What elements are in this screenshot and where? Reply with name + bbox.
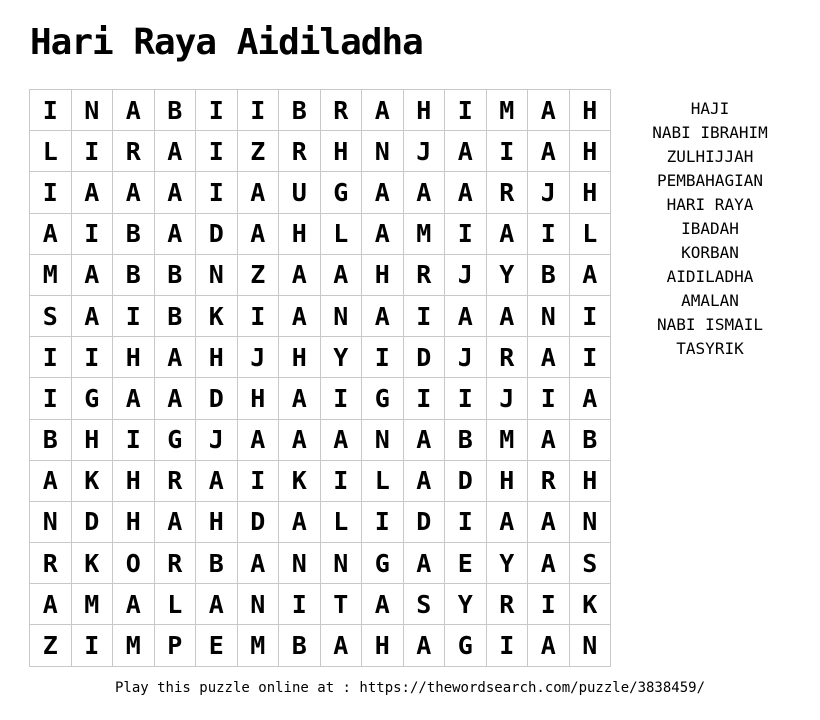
grid-cell[interactable]: D (71, 501, 113, 542)
grid-cell[interactable]: A (362, 90, 404, 131)
grid-cell[interactable]: A (154, 213, 196, 254)
grid-cell[interactable]: A (362, 295, 404, 336)
grid-cell[interactable]: R (113, 131, 155, 172)
grid-row (30, 295, 611, 336)
grid-cell[interactable]: A (71, 295, 113, 336)
grid-cell[interactable]: L (320, 501, 362, 542)
grid-cell[interactable]: A (362, 213, 404, 254)
grid-cell[interactable]: H (320, 131, 362, 172)
grid-cell[interactable]: J (445, 337, 487, 378)
grid-cell[interactable]: I (445, 90, 487, 131)
grid-cell[interactable]: H (279, 213, 321, 254)
grid-cell[interactable]: H (279, 337, 321, 378)
grid-cell[interactable]: L (569, 213, 611, 254)
grid-cell[interactable]: J (445, 254, 487, 295)
grid-cell[interactable]: Z (237, 254, 279, 295)
grid-cell[interactable]: R (486, 584, 528, 625)
grid-cell[interactable]: Y (320, 337, 362, 378)
grid-cell[interactable]: N (196, 254, 238, 295)
grid-cell[interactable]: H (196, 337, 238, 378)
grid-cell[interactable]: B (445, 419, 487, 460)
grid-cell[interactable]: J (196, 419, 238, 460)
grid-cell[interactable]: G (71, 378, 113, 419)
grid-row (30, 131, 611, 172)
word-list-item: NABI IBRAHIM (652, 123, 768, 142)
grid-cell[interactable]: A (486, 295, 528, 336)
grid-cell[interactable]: A (445, 131, 487, 172)
grid-cell[interactable]: B (279, 90, 321, 131)
grid-cell[interactable]: B (113, 254, 155, 295)
grid-cell[interactable]: A (279, 419, 321, 460)
grid-cell[interactable]: D (445, 460, 487, 501)
grid-cell[interactable]: H (196, 501, 238, 542)
grid-cell[interactable]: R (30, 543, 72, 584)
grid-cell[interactable]: A (320, 254, 362, 295)
grid-cell[interactable]: H (569, 131, 611, 172)
grid-cell[interactable]: H (362, 254, 404, 295)
grid-cell[interactable]: G (362, 378, 404, 419)
grid-cell[interactable]: A (528, 337, 570, 378)
grid-cell[interactable]: A (113, 584, 155, 625)
grid-cell[interactable]: L (30, 131, 72, 172)
grid-cell[interactable]: N (569, 625, 611, 666)
grid-row (30, 625, 611, 666)
grid-cell[interactable]: A (154, 501, 196, 542)
grid-cell[interactable]: B (113, 213, 155, 254)
grid-cell[interactable]: B (196, 543, 238, 584)
grid-cell[interactable]: T (320, 584, 362, 625)
grid-cell[interactable]: A (71, 254, 113, 295)
grid-cell[interactable]: A (237, 213, 279, 254)
grid-cell[interactable]: A (445, 172, 487, 213)
grid-cell[interactable]: A (30, 584, 72, 625)
grid-cell[interactable]: A (279, 295, 321, 336)
grid-cell[interactable]: R (154, 543, 196, 584)
grid-cell[interactable]: I (279, 584, 321, 625)
grid-cell[interactable]: I (196, 90, 238, 131)
word-list-item: AMALAN (681, 291, 739, 310)
grid-cell[interactable]: B (569, 419, 611, 460)
grid-cell[interactable]: A (528, 625, 570, 666)
grid-cell[interactable]: I (320, 378, 362, 419)
grid-cell[interactable]: Z (30, 625, 72, 666)
grid-cell[interactable]: Y (486, 254, 528, 295)
grid-cell[interactable]: B (528, 254, 570, 295)
grid-cell[interactable]: A (113, 378, 155, 419)
grid-cell[interactable]: H (569, 172, 611, 213)
grid-cell[interactable]: R (279, 131, 321, 172)
grid-cell[interactable]: K (279, 460, 321, 501)
grid-cell[interactable]: I (403, 378, 445, 419)
grid-cell[interactable]: I (237, 295, 279, 336)
grid-cell[interactable]: N (362, 131, 404, 172)
grid-row (30, 584, 611, 625)
grid-cell[interactable]: H (237, 378, 279, 419)
grid-cell[interactable]: M (113, 625, 155, 666)
grid-cell[interactable]: I (445, 378, 487, 419)
grid-cell[interactable]: R (403, 254, 445, 295)
grid-cell[interactable]: H (113, 337, 155, 378)
grid-cell[interactable]: A (403, 419, 445, 460)
grid-cell[interactable]: A (445, 295, 487, 336)
grid-cell[interactable]: A (237, 172, 279, 213)
grid-cell[interactable]: I (71, 213, 113, 254)
grid-cell[interactable]: I (403, 295, 445, 336)
grid-cell[interactable]: A (113, 90, 155, 131)
grid-cell[interactable]: G (154, 419, 196, 460)
grid-cell[interactable]: A (154, 172, 196, 213)
grid-cell[interactable]: J (403, 131, 445, 172)
grid-cell[interactable]: A (320, 419, 362, 460)
grid-cell[interactable]: P (154, 625, 196, 666)
grid-cell[interactable]: H (113, 460, 155, 501)
grid-cell[interactable]: A (30, 213, 72, 254)
grid-cell[interactable]: A (569, 378, 611, 419)
grid-cell[interactable]: A (154, 131, 196, 172)
grid-cell[interactable]: M (486, 90, 528, 131)
grid-cell[interactable]: M (403, 213, 445, 254)
grid-cell[interactable]: H (71, 419, 113, 460)
grid-cell[interactable]: J (237, 337, 279, 378)
grid-cell[interactable]: K (196, 295, 238, 336)
grid-cell[interactable]: I (113, 295, 155, 336)
grid-cell[interactable]: S (403, 584, 445, 625)
grid-cell[interactable]: I (71, 337, 113, 378)
grid-cell[interactable]: I (71, 625, 113, 666)
grid-cell[interactable]: Z (237, 131, 279, 172)
grid-cell[interactable]: Y (486, 543, 528, 584)
grid-cell[interactable]: K (71, 460, 113, 501)
grid-cell[interactable]: I (237, 460, 279, 501)
grid-cell[interactable]: A (528, 419, 570, 460)
grid-row (30, 419, 611, 460)
grid-cell[interactable]: R (528, 460, 570, 501)
grid-cell[interactable]: I (30, 378, 72, 419)
grid-cell[interactable]: A (320, 625, 362, 666)
word-list (630, 97, 790, 361)
grid-cell[interactable]: B (30, 419, 72, 460)
grid-cell[interactable]: O (113, 543, 155, 584)
grid-cell[interactable]: A (403, 460, 445, 501)
grid-cell[interactable]: I (237, 90, 279, 131)
grid-cell[interactable]: A (154, 337, 196, 378)
grid-cell[interactable]: R (486, 337, 528, 378)
word-list-item: IBADAH (681, 219, 739, 238)
grid-cell[interactable]: S (30, 295, 72, 336)
grid-cell[interactable]: A (30, 460, 72, 501)
grid-cell[interactable]: I (113, 419, 155, 460)
grid-cell[interactable]: R (320, 90, 362, 131)
grid-cell[interactable]: N (528, 295, 570, 336)
grid-cell[interactable]: L (154, 584, 196, 625)
grid-cell[interactable]: I (569, 337, 611, 378)
grid-cell[interactable]: I (30, 337, 72, 378)
grid-cell[interactable]: A (403, 625, 445, 666)
grid-cell[interactable]: H (403, 90, 445, 131)
grid-row (30, 378, 611, 419)
grid-cell[interactable]: N (362, 419, 404, 460)
grid-cell[interactable]: I (30, 90, 72, 131)
grid-cell[interactable]: B (154, 254, 196, 295)
grid-cell[interactable]: I (320, 460, 362, 501)
grid-cell[interactable]: H (569, 90, 611, 131)
grid-cell[interactable]: M (486, 419, 528, 460)
grid-cell[interactable]: D (403, 337, 445, 378)
grid-cell[interactable]: A (362, 584, 404, 625)
word-list-item: HAJI (690, 99, 730, 118)
grid-cell[interactable]: N (569, 501, 611, 542)
grid-cell[interactable]: G (362, 543, 404, 584)
grid-cell[interactable]: I (71, 131, 113, 172)
grid-cell[interactable]: M (30, 254, 72, 295)
grid-cell[interactable]: A (279, 378, 321, 419)
grid-cell[interactable]: N (320, 295, 362, 336)
grid-row (30, 337, 611, 378)
grid-cell[interactable]: J (486, 378, 528, 419)
grid-cell[interactable]: K (71, 543, 113, 584)
grid-cell[interactable]: M (237, 625, 279, 666)
grid-cell[interactable]: B (279, 625, 321, 666)
grid-cell[interactable]: A (237, 543, 279, 584)
grid-cell[interactable]: A (154, 378, 196, 419)
grid-cell[interactable]: J (528, 172, 570, 213)
grid-cell[interactable]: U (279, 172, 321, 213)
grid-cell[interactable]: I (362, 337, 404, 378)
grid-cell[interactable]: N (237, 584, 279, 625)
word-list-item: AIDILADHA (666, 267, 754, 286)
grid-cell[interactable]: Y (445, 584, 487, 625)
grid-cell[interactable]: N (30, 501, 72, 542)
grid-row (30, 460, 611, 501)
grid-cell[interactable]: I (30, 172, 72, 213)
word-list-item: TASYRIK (676, 339, 744, 358)
grid-cell[interactable]: G (445, 625, 487, 666)
grid-cell[interactable]: A (403, 172, 445, 213)
footer-link-text: Play this puzzle online at : https://thewordsearch.com/puzzle/3838459/ (114, 680, 705, 696)
grid-cell[interactable]: R (486, 172, 528, 213)
grid-cell[interactable]: G (320, 172, 362, 213)
word-search-grid[interactable] (29, 89, 611, 667)
grid-cell[interactable]: L (362, 460, 404, 501)
grid-cell[interactable]: D (196, 378, 238, 419)
grid-cell[interactable]: I (486, 625, 528, 666)
grid-cell[interactable]: E (445, 543, 487, 584)
word-list-item: NABI ISMAIL (657, 315, 763, 334)
grid-cell[interactable]: A (528, 501, 570, 542)
grid-cell[interactable]: I (486, 131, 528, 172)
grid-row (30, 501, 611, 542)
grid-cell[interactable]: N (279, 543, 321, 584)
grid-cell[interactable]: A (196, 460, 238, 501)
grid-cell[interactable]: A (362, 172, 404, 213)
grid-cell[interactable]: L (320, 213, 362, 254)
grid-cell[interactable]: A (403, 543, 445, 584)
page-title: Hari Raya Aidiladha (30, 22, 423, 63)
grid-cell[interactable]: A (196, 584, 238, 625)
grid-cell[interactable]: A (486, 213, 528, 254)
grid-cell[interactable]: A (113, 172, 155, 213)
word-list-item: KORBAN (681, 243, 739, 262)
grid-cell[interactable]: H (569, 460, 611, 501)
grid-cell[interactable]: I (528, 584, 570, 625)
grid-row (30, 213, 611, 254)
grid-cell[interactable]: I (196, 131, 238, 172)
grid-cell[interactable]: I (196, 172, 238, 213)
grid-cell[interactable]: D (237, 501, 279, 542)
grid-cell[interactable]: I (528, 378, 570, 419)
grid-cell[interactable]: B (154, 295, 196, 336)
grid-cell[interactable]: M (71, 584, 113, 625)
grid-cell[interactable]: A (528, 543, 570, 584)
grid-cell[interactable]: I (528, 213, 570, 254)
grid-cell[interactable]: A (486, 501, 528, 542)
grid-cell[interactable]: K (569, 584, 611, 625)
grid-cell[interactable]: H (486, 460, 528, 501)
grid-cell[interactable]: D (196, 213, 238, 254)
grid-cell[interactable]: B (154, 90, 196, 131)
grid-cell[interactable]: S (569, 543, 611, 584)
grid-cell[interactable]: E (196, 625, 238, 666)
grid-row (30, 254, 611, 295)
grid-cell[interactable]: I (362, 501, 404, 542)
grid-cell[interactable]: I (569, 295, 611, 336)
grid-cell[interactable]: N (320, 543, 362, 584)
grid-cell[interactable]: A (279, 254, 321, 295)
grid-cell[interactable]: I (445, 501, 487, 542)
grid-row (30, 172, 611, 213)
grid-cell[interactable]: A (279, 501, 321, 542)
grid-cell[interactable]: A (528, 90, 570, 131)
grid-row (30, 90, 611, 131)
grid-cell[interactable]: A (528, 131, 570, 172)
grid-cell[interactable]: H (113, 501, 155, 542)
word-list-item: PEMBAHAGIAN (657, 171, 763, 190)
grid-cell[interactable]: A (569, 254, 611, 295)
word-list-item: HARI RAYA (666, 195, 754, 214)
grid-cell[interactable]: R (154, 460, 196, 501)
grid-cell[interactable]: A (71, 172, 113, 213)
grid-cell[interactable]: D (403, 501, 445, 542)
word-list-item: ZULHIJJAH (666, 147, 754, 166)
grid-cell[interactable]: H (362, 625, 404, 666)
grid-cell[interactable]: N (71, 90, 113, 131)
grid-cell[interactable]: A (237, 419, 279, 460)
grid-row (30, 543, 611, 584)
grid-cell[interactable]: I (445, 213, 487, 254)
